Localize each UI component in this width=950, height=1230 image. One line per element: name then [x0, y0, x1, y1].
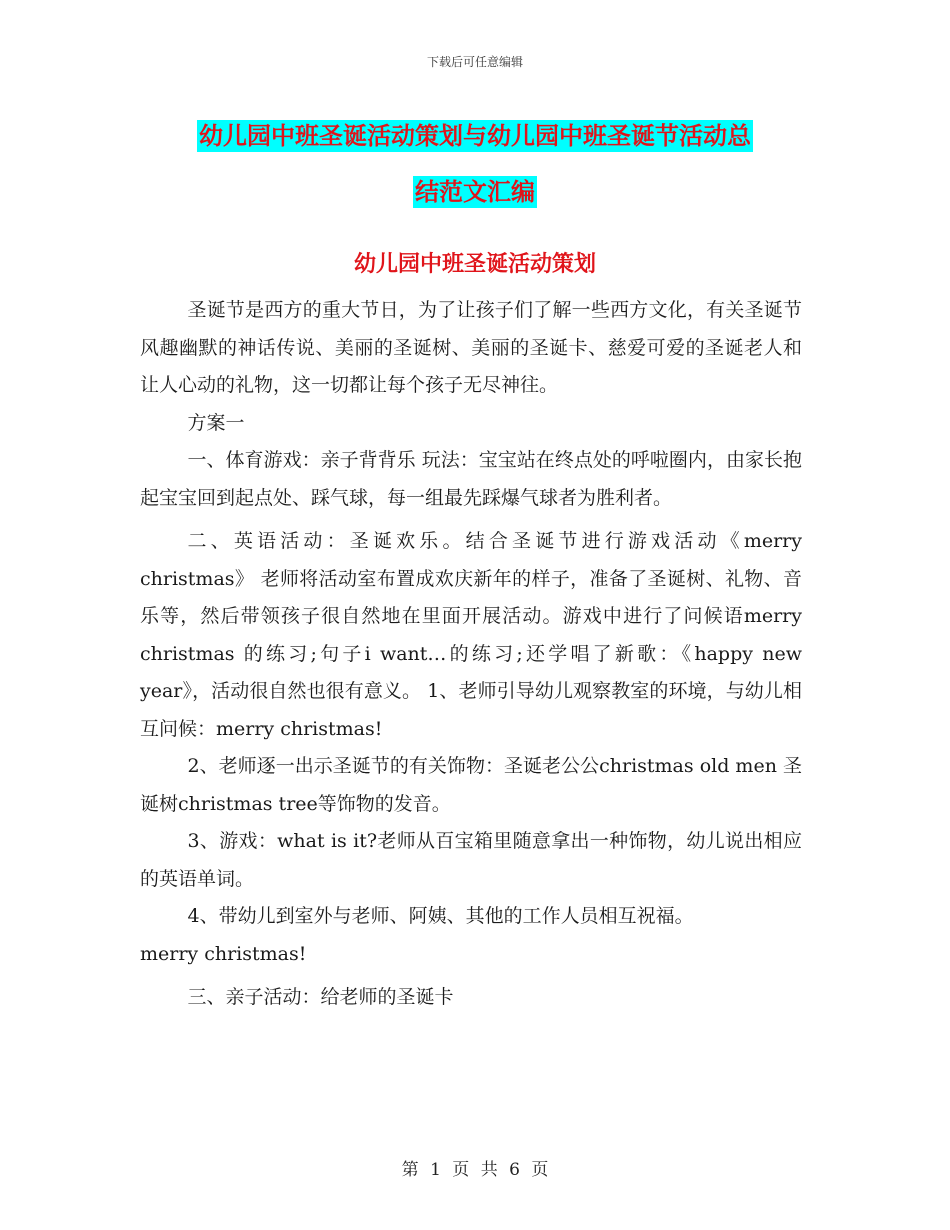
- body-text: [140, 292, 802, 1017]
- paragraph-intro: 圣诞节是西方的重大节日，为了让孩子们了解一些西方文化，有关圣诞节风趣幽默的神话传说、美丽的圣诞树、美丽的圣诞卡、慈爱可爱的圣诞老人和让人心动的礼物，这一切都让每个孩子无尽神往。: [140, 299, 802, 396]
- title-line-2: 结范文汇编: [415, 178, 535, 206]
- paragraph-step-2: 2、老师逐一出示圣诞节的有关饰物：圣诞老公公christmas old men 圣诞树christmas tree等饰物的发音。: [140, 755, 802, 815]
- paragraph-sports-game: 一、体育游戏：亲子背背乐 玩法：宝宝站在终点处的呼啦圈内，由家长抱起宝宝回到起点处、踩气球，每一组最先踩爆气球者为胜利者。: [140, 449, 802, 509]
- paragraph-plan-one: 方案一: [187, 411, 245, 434]
- paragraph-english-activity: 二、英语活动：圣诞欢乐。结合圣诞节进行游戏活动《merry christmas》 老师将活动室布置成欢庆新年的样子，准备了圣诞树、礼物、音乐等，然后带领孩子很自然地在里面开展活动。游戏中进行了问候语merry christmas 的练习;句子i want…的练习;还学唱了新歌：《happy new year》，活动很自然也很有意义。 1、老师引导幼儿观察教室的环境，与幼儿相互问候：merry christmas!: [140, 530, 802, 740]
- title-line-1: 幼儿园中班圣诞活动策划与幼儿园中班圣诞节活动总: [199, 122, 751, 150]
- header-note: 下载后可任意编辑: [426, 55, 523, 69]
- paragraph-step-4: 4、带幼儿到室外与老师、阿姨、其他的工作人员相互祝福。: [187, 905, 694, 927]
- document-title: [0, 108, 950, 220]
- paragraph-parent-child: 三、亲子活动：给老师的圣诞卡: [187, 986, 454, 1008]
- paragraph-greeting: merry christmas!: [140, 942, 307, 965]
- section-title: 幼儿园中班圣诞活动策划: [353, 252, 596, 277]
- page-footer: 第 1 页 共 6 页: [401, 1160, 549, 1180]
- paragraph-step-3: 3、游戏：what is it?老师从百宝箱里随意拿出一种饰物，幼儿说出相应的英语单词。: [140, 830, 802, 890]
